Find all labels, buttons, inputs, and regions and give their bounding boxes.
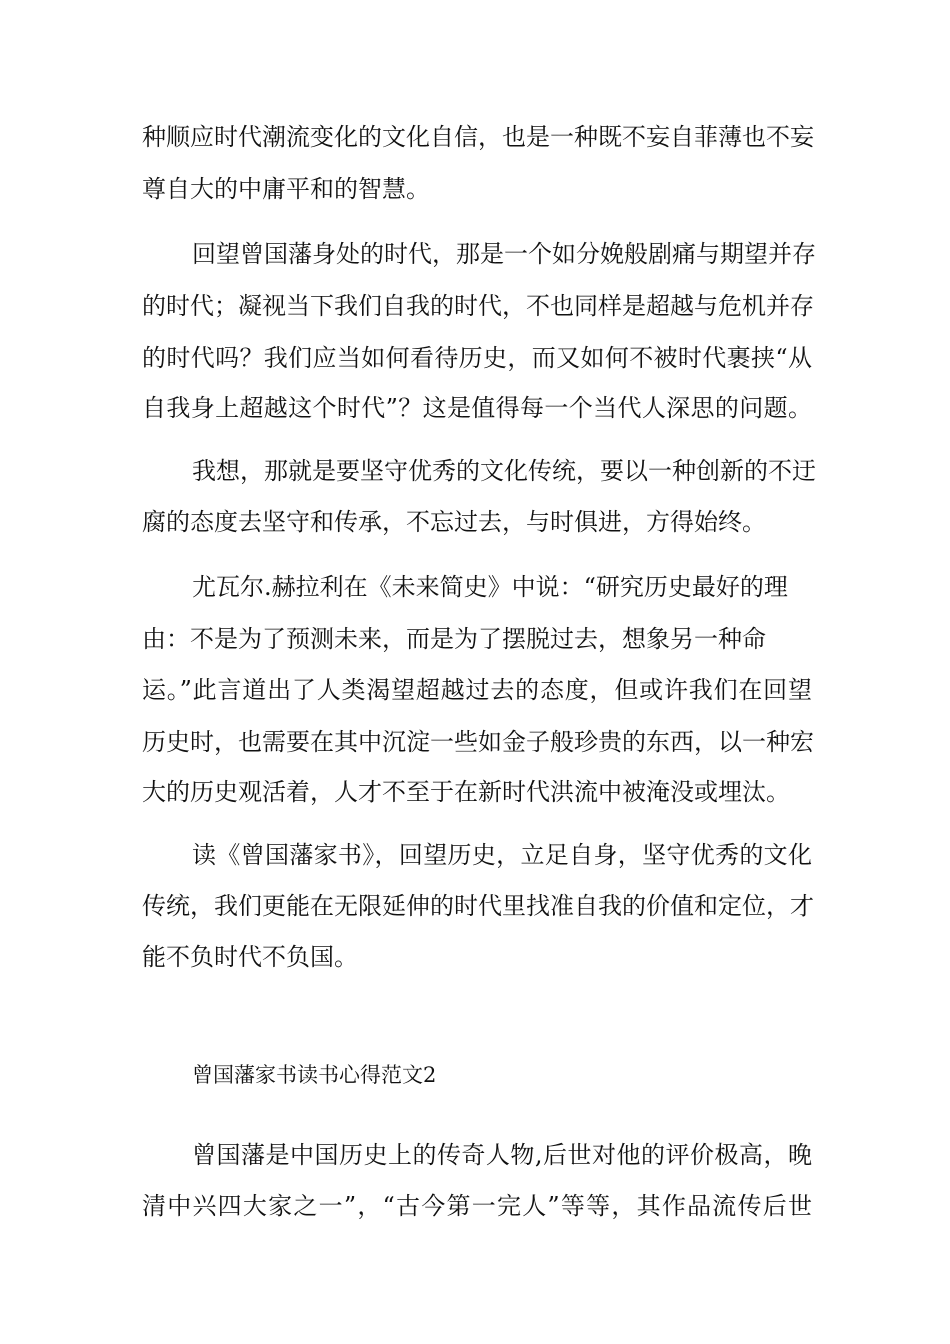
text-line: 的时代吗？我们应当如何看待历史，而又如何不被时代裹挟“从	[142, 344, 812, 372]
text-line: 自我身上超越这个时代”？这是值得每一个当代人深思的问题。	[142, 394, 812, 422]
section-heading: 曾国藩家书读书心得范文2	[192, 1063, 437, 1087]
text-line: 历史时，也需要在其中沉淀一些如金子般珍贵的东西，以一种宏	[142, 728, 814, 756]
text-line: 由：不是为了预测未来，而是为了摆脱过去，想象另一种命	[142, 625, 766, 653]
text-line: 运。”此言道出了人类渴望超越过去的态度，但或许我们在回望	[142, 676, 812, 704]
text-line: 腐的态度去坚守和传承，不忘过去，与时俱进，方得始终。	[142, 508, 766, 536]
text-line: 种顺应时代潮流变化的文化自信，也是一种既不妄自菲薄也不妄	[142, 123, 814, 151]
text-line: 清中兴四大家之一”，“古今第一完人”等等，其作品流传后世	[142, 1192, 812, 1220]
text-line: 尊自大的中庸平和的智慧。	[142, 175, 430, 203]
text-line: 大的历史观活着，人才不至于在新时代洪流中被淹没或埋汰。	[142, 778, 790, 806]
text-line: 传统，我们更能在无限延伸的时代里找准自我的价值和定位，才	[142, 892, 814, 920]
text-line: 尤瓦尔.赫拉利在《未来简史》中说：“研究历史最好的理	[192, 573, 788, 601]
text-line: 读《曾国藩家书》，回望历史，立足自身，坚守优秀的文化	[192, 841, 812, 869]
text-line: 曾国藩是中国历史上的传奇人物,后世对他的评价极高，晚	[192, 1141, 812, 1169]
text-line: 我想，那就是要坚守优秀的文化传统，要以一种创新的不迂	[192, 457, 816, 485]
text-line: 能不负时代不负国。	[142, 943, 358, 971]
text-line: 的时代；凝视当下我们自我的时代，不也同样是超越与危机并存	[142, 292, 814, 320]
text-line: 回望曾国藩身处的时代，那是一个如分娩般剧痛与期望并存	[192, 240, 816, 268]
